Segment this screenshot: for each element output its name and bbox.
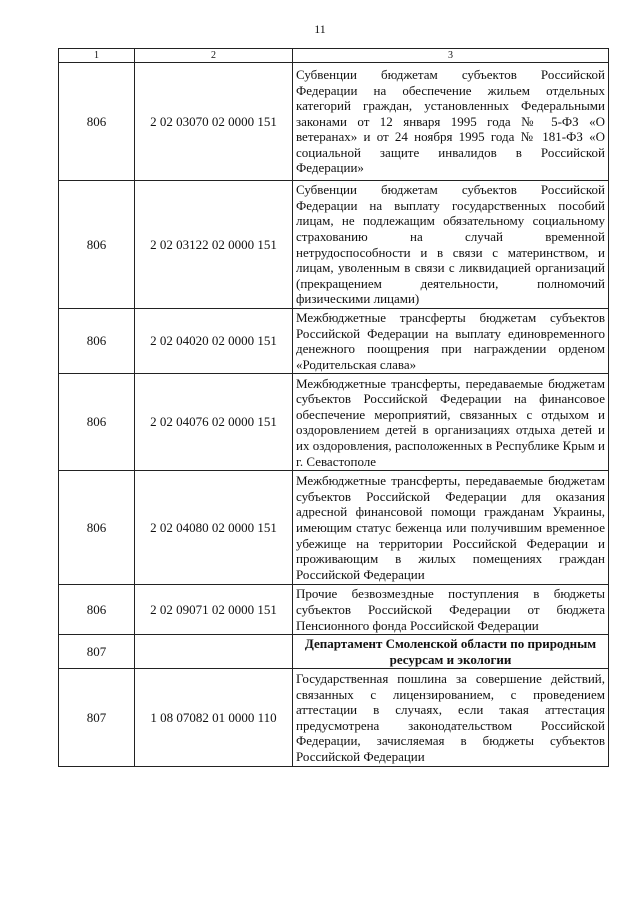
revenue-code-cell: 2 02 04076 02 0000 151 xyxy=(135,374,293,471)
revenue-code-cell xyxy=(135,635,293,669)
table-row xyxy=(59,471,609,585)
department-title-cell: Департамент Смоленской области по природным ресурсам и экологии xyxy=(293,635,609,669)
revenue-name-cell: Межбюджетные трансферты, передаваемые бюджетам субъектов Российской Федерации на финансовое обеспечение мероприятий, связанных с отдыхом и оздоровлением детей в организациях отдыха детей и их оздоровления, расположенных в Республике Крым и г. Севастополе xyxy=(293,374,609,471)
revenue-name-cell: Государственная пошлина за совершение действий, связанных с лицензированием, с проведением аттестации в случаях, если такая аттестация предусмотрена законодательством Российской Федерации, зачисляемая в бюджеты субъектов Российской Федерации xyxy=(293,669,609,767)
revenue-name-cell: Межбюджетные трансферты бюджетам субъектов Российской Федерации на выплату единовременного денежного поощрения при награждении орденом «Родительская слава» xyxy=(293,309,609,374)
table-row xyxy=(59,309,609,374)
revenue-name-cell: Субвенции бюджетам субъектов Российской Федерации на выплату государственных пособий лицам, не подлежащим обязательному социальному страхованию на случай временной нетрудоспособности и в связи с материнством, и лицам, уволенным в связи с ликвидацией организаций (прекращением деятельности, полномочий физическими лицами) xyxy=(293,181,609,309)
admin-code-cell: 806 xyxy=(59,471,135,585)
revenue-name-cell: Межбюджетные трансферты, передаваемые бюджетам субъектов Российской Федерации для оказания адресной финансовой помощи гражданам Украины, имеющим статус беженца или получившим временное убежище на территории Российской Федерации и проживающим в жилых помещениях граждан Российской Федерации xyxy=(293,471,609,585)
admin-code-cell: 806 xyxy=(59,585,135,635)
header-col-1: 1 xyxy=(59,49,135,63)
page-number: 11 xyxy=(314,22,326,36)
admin-code-cell: 806 xyxy=(59,374,135,471)
table-row xyxy=(59,181,609,309)
table-row xyxy=(59,63,609,181)
table-header-row xyxy=(59,49,609,63)
header-col-2: 2 xyxy=(135,49,293,63)
revenue-code-cell: 2 02 03070 02 0000 151 xyxy=(135,63,293,181)
admin-code-cell: 806 xyxy=(59,63,135,181)
admin-code-cell: 806 xyxy=(59,181,135,309)
table-row xyxy=(59,669,609,767)
admin-code-cell: 806 xyxy=(59,309,135,374)
revenue-name-cell: Прочие безвозмездные поступления в бюджеты субъектов Российской Федерации от бюджета Пенсионного фонда Российской Федерации xyxy=(293,585,609,635)
revenue-codes-table xyxy=(58,48,609,767)
revenue-code-cell: 2 02 04080 02 0000 151 xyxy=(135,471,293,585)
revenue-code-cell: 2 02 09071 02 0000 151 xyxy=(135,585,293,635)
admin-code-cell: 807 xyxy=(59,635,135,669)
revenue-name-cell: Субвенции бюджетам субъектов Российской Федерации на обеспечение жильем отдельных категорий граждан, установленных Федеральными законами от 12 января 1995 года № 5-ФЗ «О ветеранах» и от 24 ноября 1995 года № 181-ФЗ «О социальной защите инвалидов в Российской Федерации» xyxy=(293,63,609,181)
header-col-3: 3 xyxy=(293,49,609,63)
section-header-row xyxy=(59,635,609,669)
revenue-code-cell: 1 08 07082 01 0000 110 xyxy=(135,669,293,767)
admin-code-cell: 807 xyxy=(59,669,135,767)
revenue-code-cell: 2 02 03122 02 0000 151 xyxy=(135,181,293,309)
revenue-code-cell: 2 02 04020 02 0000 151 xyxy=(135,309,293,374)
table-row xyxy=(59,374,609,471)
table-row xyxy=(59,585,609,635)
